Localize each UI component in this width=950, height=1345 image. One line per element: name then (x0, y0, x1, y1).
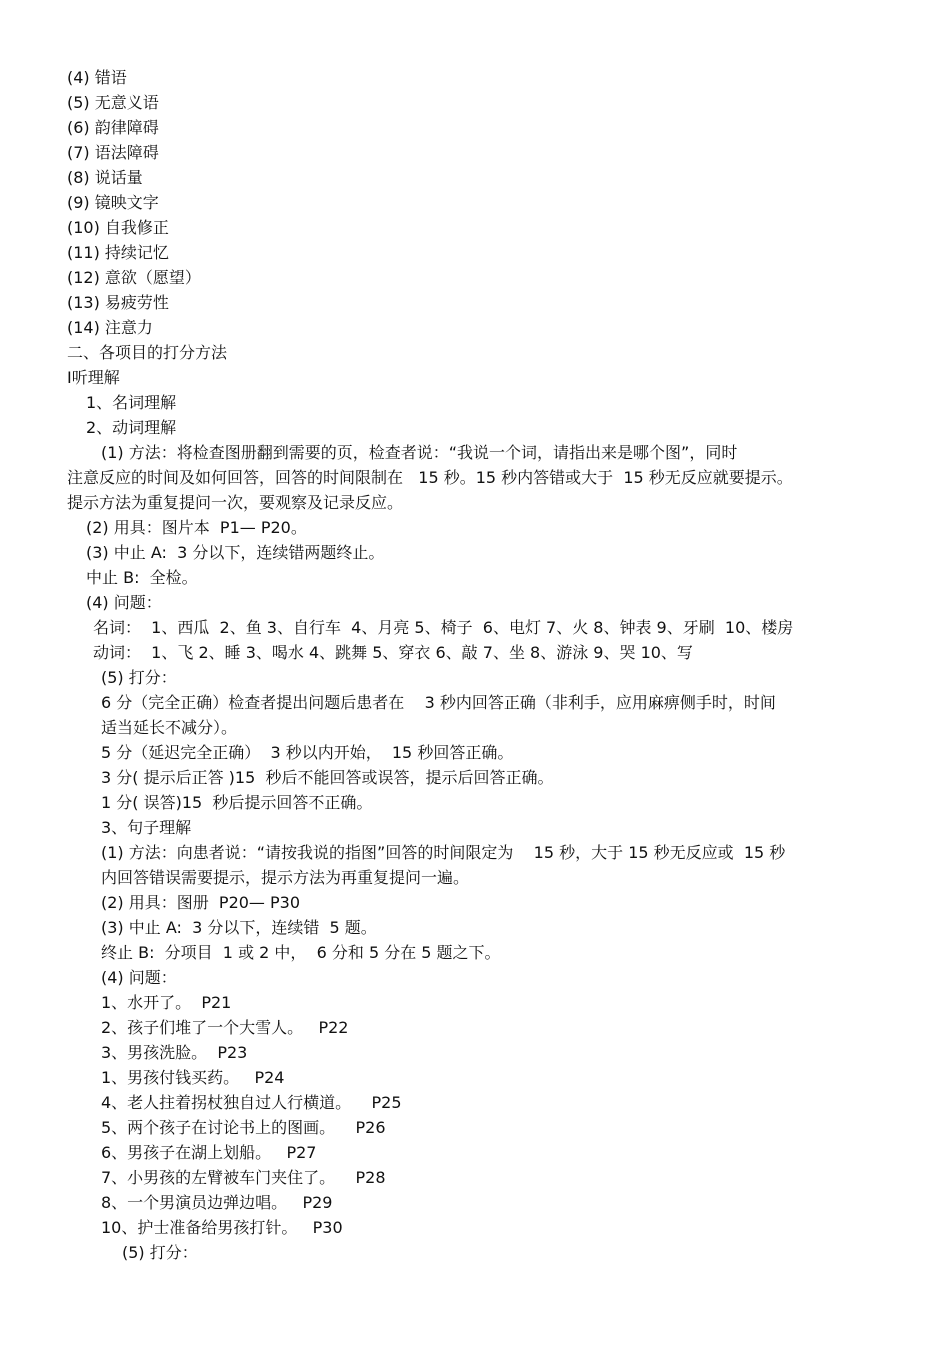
text-line: 7、小男孩的左臂被车门夹住了。 P28 (101, 1168, 386, 1187)
text-line: (2) 用具：图册 P20— P30 (101, 893, 301, 912)
text-line: (3) 中止 A: 3 分以下，连续错 5 题。 (101, 918, 377, 937)
item-heading: 3、句子理解 (101, 818, 192, 837)
text-line: (9) 镜映文字 (67, 193, 159, 212)
text-line: 1 分( 误答)15 秒后提示回答不正确。 (101, 793, 373, 812)
text-line: 3、男孩洗脸。 P23 (101, 1043, 248, 1062)
text-line: (4) 问题： (101, 968, 177, 987)
text-line: 5 分（延迟完全正确） 3 秒以内开始， 15 秒回答正确。 (101, 743, 514, 762)
text-line: 10、护士准备给男孩打针。 P30 (101, 1218, 343, 1237)
text-line: 3 分( 提示后正答 )15 秒后不能回答或误答，提示后回答正确。 (101, 768, 554, 787)
text-line: 名词： 1、西瓜 2、鱼 3、自行车 4、月亮 5、椅子 6、电灯 7、火 8、钟表 9、牙刷 10、楼房 (93, 618, 794, 637)
text-line: (11) 持续记忆 (67, 243, 169, 262)
text-line: (2) 用具：图片本 P1— P20。 (86, 518, 307, 537)
text-line: 1、水开了。 P21 (101, 993, 232, 1012)
text-line: (12) 意欲（愿望） (67, 268, 201, 287)
text-line: 动词： 1、飞 2、睡 3、喝水 4、跳舞 5、穿衣 6、敲 7、坐 8、游泳 9、哭 10、写 (93, 643, 693, 662)
text-line: 中止 B: 全检。 (86, 568, 198, 587)
text-line: 内回答错误需要提示，提示方法为再重复提问一遍。 (101, 868, 470, 887)
subsection-heading: Ⅰ听理解 (67, 368, 120, 387)
text-line: (6) 韵律障碍 (67, 118, 159, 137)
text-line: (13) 易疲劳性 (67, 293, 169, 312)
text-line: (5) 无意义语 (67, 93, 159, 112)
text-line: 1、男孩付钱买药。 P24 (101, 1068, 285, 1087)
item-heading: 1、名词理解 (86, 393, 177, 412)
text-line: (4) 问题： (86, 593, 162, 612)
text-line: 4、老人拄着拐杖独自过人行横道。 P25 (101, 1093, 402, 1112)
text-line: 6 分（完全正确）检查者提出问题后患者在 3 秒内回答正确（非利手，应用麻痹侧手时，时间 (101, 693, 776, 712)
text-line: 8、一个男演员边弹边唱。 P29 (101, 1193, 333, 1212)
text-line: (4) 错语 (67, 68, 127, 87)
item-heading: 2、动词理解 (86, 418, 177, 437)
text-line: (10) 自我修正 (67, 218, 169, 237)
text-line: 终止 B: 分项目 1 或 2 中， 6 分和 5 分在 5 题之下。 (101, 943, 501, 962)
text-line: (5) 打分： (101, 668, 177, 687)
text-line: 2、孩子们堆了一个大雪人。 P22 (101, 1018, 349, 1037)
text-line: (1) 方法：将检查图册翻到需要的页，检查者说：“我说一个词，请指出来是哪个图”，同时 (101, 443, 738, 462)
text-line: 注意反应的时间及如何回答，回答的时间限制在 15 秒。15 秒内答错或大于 15 秒无反应就要提示。 (67, 468, 793, 487)
text-line: (3) 中止 A: 3 分以下，连续错两题终止。 (86, 543, 385, 562)
text-line: (8) 说话量 (67, 168, 143, 187)
text-line: 6、男孩子在湖上划船。 P27 (101, 1143, 317, 1162)
text-line: (14) 注意力 (67, 318, 153, 337)
section-heading: 二、各项目的打分方法 (67, 343, 228, 362)
text-line: 适当延长不减分）。 (101, 718, 238, 737)
text-line: (1) 方法：向患者说：“请按我说的指图”回答的时间限定为 15 秒，大于 15 秒无反应或 15 秒 (101, 843, 786, 862)
text-line: (7) 语法障碍 (67, 143, 159, 162)
text-line: (5) 打分： (122, 1243, 198, 1262)
text-line: 5、两个孩子在讨论书上的图画。 P26 (101, 1118, 386, 1137)
text-line: 提示方法为重复提问一次，要观察及记录反应。 (67, 493, 404, 512)
